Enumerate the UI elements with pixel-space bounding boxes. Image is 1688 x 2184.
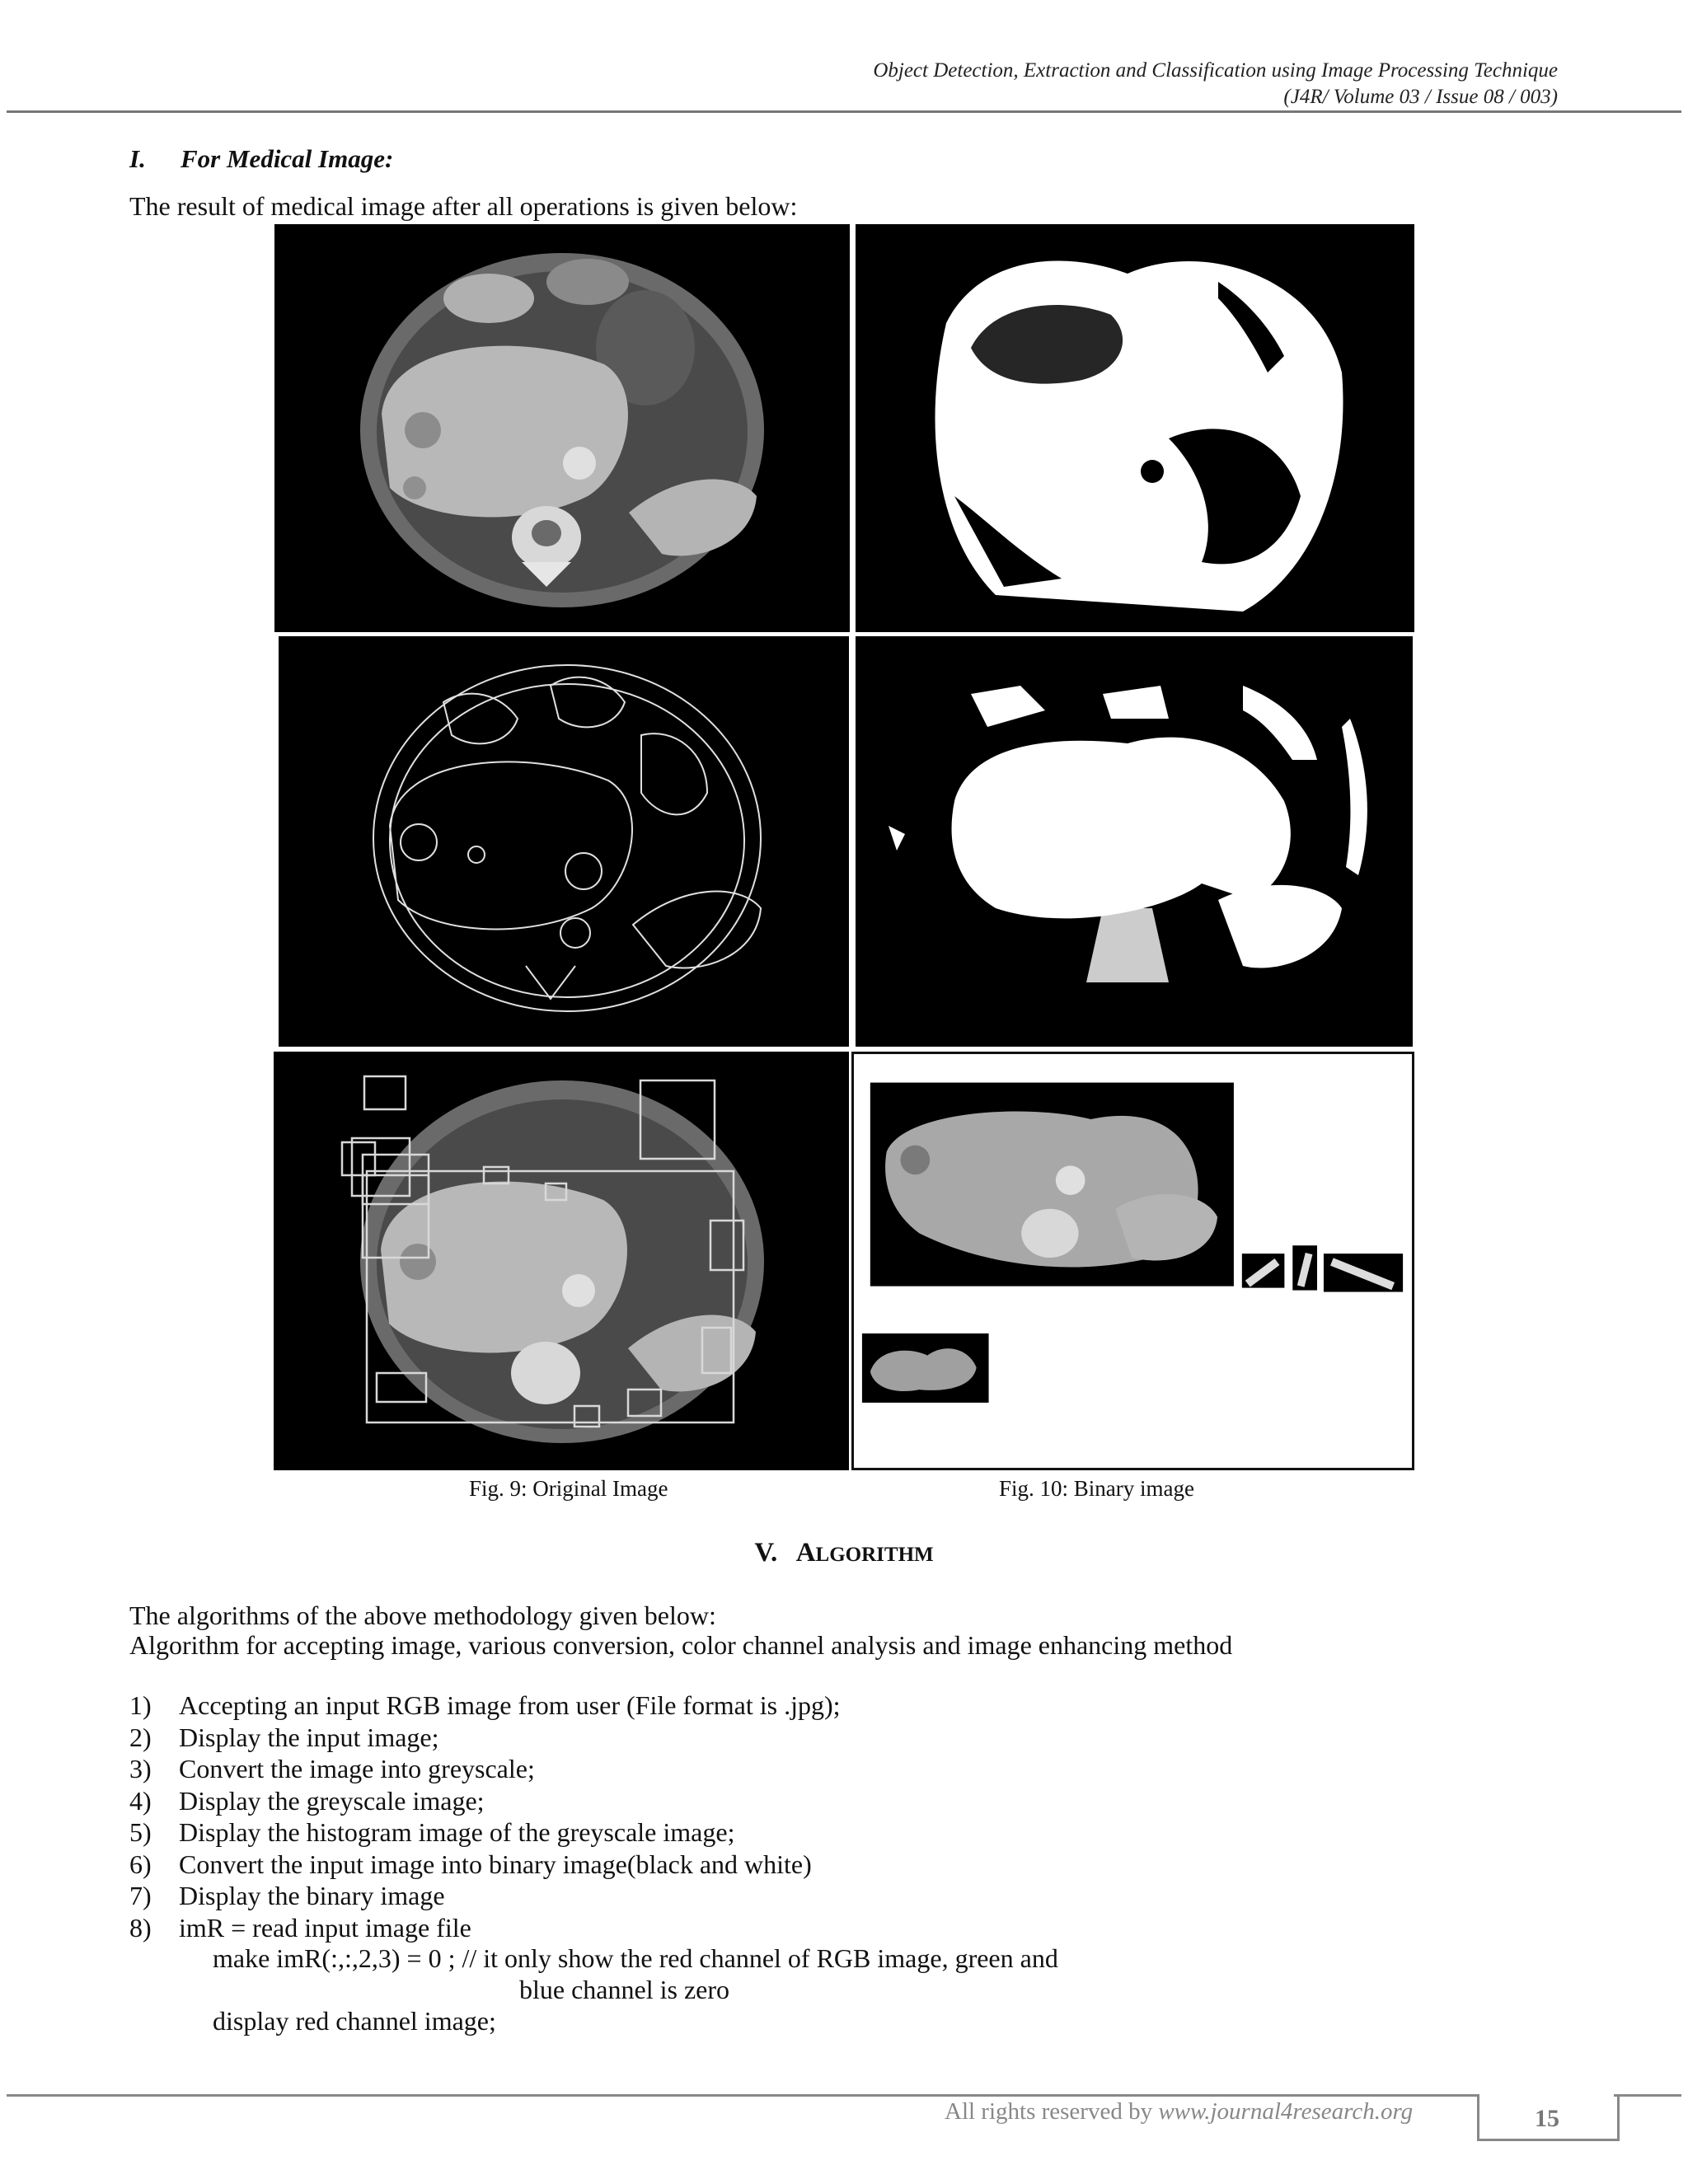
step-number: 7) [129,1881,152,1910]
page-number: 15 [1535,2105,1559,2132]
step-text: Convert the image into greyscale; [179,1754,535,1783]
code-line-red-channel: make imR(:,:,2,3) = 0 ; // it only show the red channel of RGB image, green and [213,1943,1058,1973]
step-text: Accepting an input RGB image from user (File format is .jpg); [179,1690,841,1720]
step-number: 8) [129,1912,152,1943]
fig10-caption: Fig. 10: Binary image [999,1476,1194,1501]
ct-edge-image [279,636,849,1047]
list-item [129,1816,841,1849]
step-text: Convert the input image into binary image(black and white) [179,1849,812,1879]
step-number: 3) [129,1754,152,1783]
subsection-title: For Medical Image: [181,144,394,173]
section-number: V. [754,1538,778,1568]
ct-extracted-objects-image [851,1052,1414,1470]
step-number: 1) [129,1690,152,1720]
section-heading [0,1538,1688,1568]
step-number: 5) [129,1817,152,1847]
list-item [129,1722,841,1754]
list-item [129,1785,841,1817]
list-item [129,1849,841,1881]
list-item [129,1912,841,1944]
paragraph-algorithm: Algorithm for accepting image, various conversion, color channel analysis and image enhancing method [129,1630,1233,1660]
step-text: Display the binary image [179,1881,445,1910]
code-line-display: display red channel image; [213,2006,496,2036]
list-item [129,1753,841,1785]
step-text: Display the histogram image of the greyscale image; [179,1817,735,1847]
step-text: Display the greyscale image; [179,1785,485,1816]
step-number: 4) [129,1785,152,1816]
running-head-title: Object Detection, Extraction and Classification using Image Processing Technique [873,59,1558,82]
step-number: 2) [129,1722,152,1752]
code-line-continuation: blue channel is zero [519,1975,729,2004]
list-item [129,1880,841,1912]
paragraph-intro: The algorithms of the above methodology given below: [129,1601,716,1630]
footer-rule [7,2094,1477,2097]
step-text: Display the input image; [179,1722,439,1752]
intro-text: The result of medical image after all operations is given below: [129,191,798,221]
ct-filled-binary-image [856,636,1413,1047]
ct-binary-image [856,224,1414,632]
list-item [129,1690,841,1722]
subsection-heading [129,144,393,174]
section-title-initial: A [795,1538,816,1568]
running-head-citation: (J4R/ Volume 03 / Issue 08 / 003) [1283,86,1558,108]
subsection-number: I. [129,144,146,173]
fig9-caption: Fig. 9: Original Image [469,1476,668,1501]
footer-rule-right [1614,2094,1681,2097]
step-number: 6) [129,1849,152,1879]
header-rule [7,110,1681,113]
footer-rights-prefix: All rights reserved by [945,2098,1159,2125]
ct-original-image [274,224,850,632]
algorithm-steps [129,1690,841,1943]
footer-rights [945,2098,1413,2125]
ct-bounding-box-image [274,1052,849,1470]
footer-website-link[interactable]: www.journal4research.org [1158,2098,1414,2125]
step-text: imR = read input image file [179,1912,471,1943]
section-title-rest: LGORITHM [815,1544,934,1566]
